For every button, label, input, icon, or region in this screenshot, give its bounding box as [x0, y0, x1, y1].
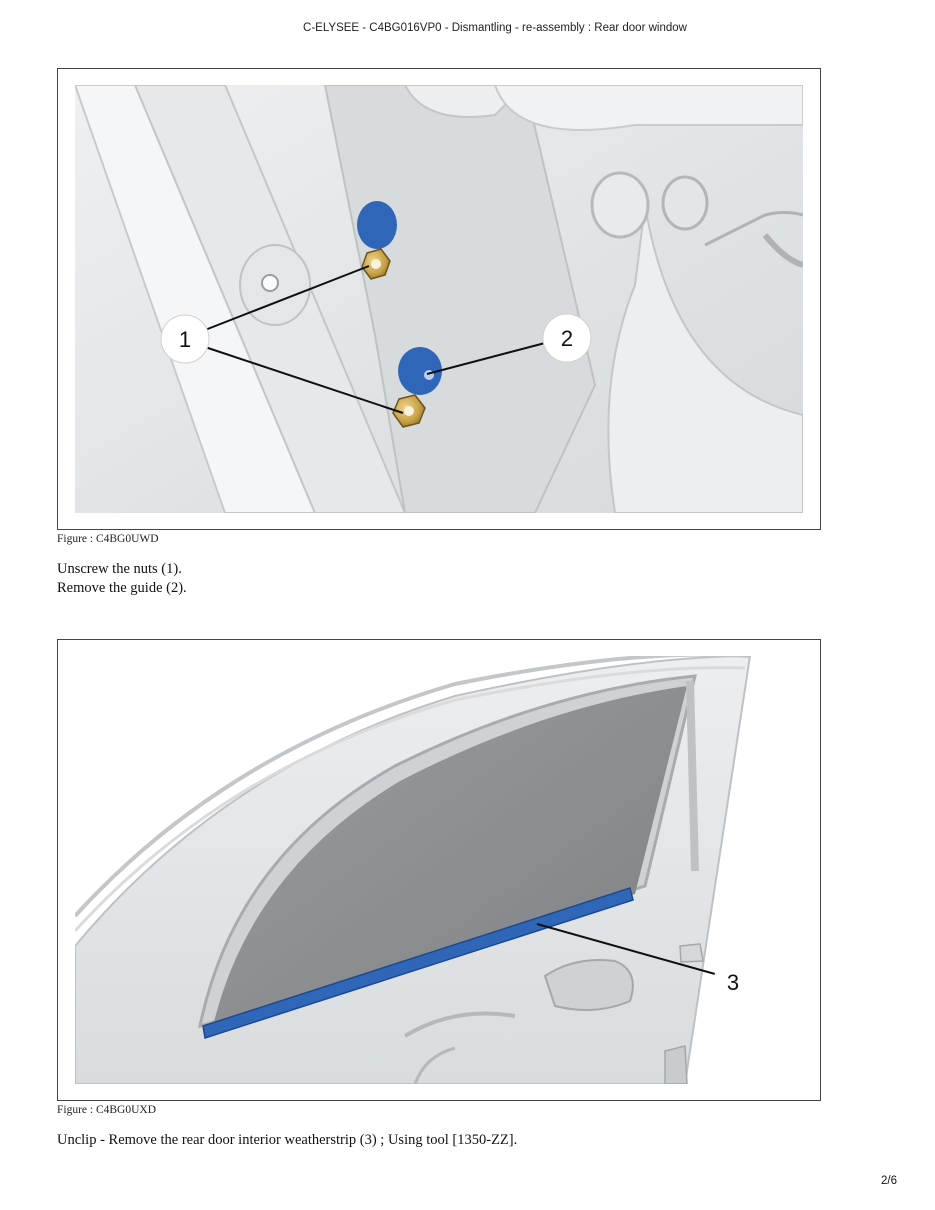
figure-2-frame	[57, 639, 821, 1101]
figure-1-caption: Figure : C4BG0UWD	[57, 533, 159, 545]
svg-text:3: 3	[726, 970, 740, 995]
figure-2-illustration	[75, 656, 803, 1084]
instruction-unscrew-nuts: Unscrew the nuts (1).	[57, 561, 182, 577]
svg-text:2: 2	[560, 326, 574, 351]
page-number: 2/6	[881, 1175, 897, 1187]
figure-1-frame	[57, 68, 821, 530]
instruction-remove-weatherstrip: Unclip - Remove the rear door interior weatherstrip (3) ; Using tool [1350-ZZ].	[57, 1132, 518, 1148]
page-header: C-ELYSEE - C4BG016VP0 - Dismantling - re-assembly : Rear door window	[303, 22, 687, 34]
figure-2-caption: Figure : C4BG0UXD	[57, 1104, 157, 1116]
instruction-remove-guide: Remove the guide (2).	[57, 580, 187, 596]
guide-upper	[357, 201, 397, 249]
callout-3	[713, 962, 753, 1002]
svg-text:1: 1	[178, 327, 192, 352]
callout-2	[543, 314, 591, 362]
figure-1-illustration	[75, 85, 803, 513]
callout-1	[161, 315, 209, 363]
